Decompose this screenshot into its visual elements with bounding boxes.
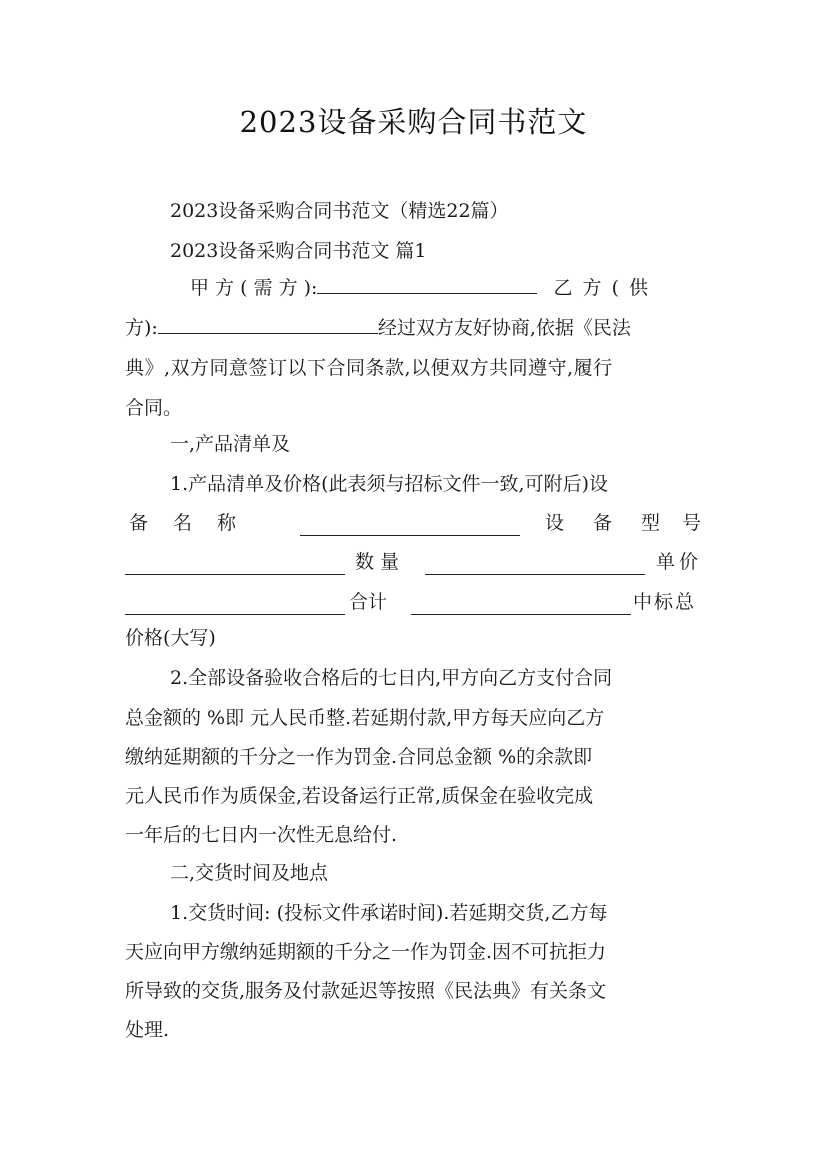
heading-1: 一,产品清单及 xyxy=(170,433,291,455)
model-blank xyxy=(125,550,345,575)
party-b-blank xyxy=(158,309,378,334)
item-2-line1: 2.全部设备验收合格后的七日内,甲方向乙方支付合同 xyxy=(170,667,613,689)
intro-3: 合同。 xyxy=(125,397,183,419)
field-quantity: 数量 xyxy=(355,551,406,573)
item-3-line2: 天应向甲方缴纳延期额的千分之一作为罚金.因不可抗拒力 xyxy=(125,941,607,963)
item-2-line2: 总金额的 %即 元人民币整.若延期付款,甲方每天应向乙方 xyxy=(125,707,605,729)
party-b-cont: 方): xyxy=(125,317,158,339)
equipment-name-row xyxy=(125,503,705,543)
section-heading: 2023设备采购合同书范文 篇1 xyxy=(170,240,427,262)
field-model-char: 型 xyxy=(641,512,661,534)
quantity-blank xyxy=(425,550,645,575)
unit-price-blank xyxy=(125,590,345,615)
field-name-char: 名 xyxy=(173,512,193,534)
field-model-char: 号 xyxy=(682,512,702,534)
party-a-blank xyxy=(317,269,537,294)
field-name-char: 备 xyxy=(129,512,149,534)
item-2-line3: 缴纳延期额的千分之一作为罚金.合同总金额 %的余款即 xyxy=(125,746,593,768)
party-a-label: 甲 方 ( 需 方 ): xyxy=(190,277,318,299)
item-3-line1: 1.交货时间: (投标文件承诺时间).若延期交货,乙方每 xyxy=(170,902,608,924)
item-2-line5: 一年后的七日内一次性无息给付. xyxy=(125,824,398,846)
document-title: 2023设备采购合同书范文 xyxy=(239,105,588,139)
field-total: 合计 xyxy=(349,591,388,613)
field-model-char: 备 xyxy=(593,512,613,534)
field-bid-total: 中标总 xyxy=(633,591,697,613)
party-b-label: 乙 方 ( 供 xyxy=(553,277,651,299)
heading-2: 二,交货时间及地点 xyxy=(170,862,329,884)
item-1-line1: 1.产品清单及价格(此表须与招标文件一致,可附后)设 xyxy=(170,473,608,495)
document-subtitle: 2023设备采购合同书范文（精选22篇） xyxy=(170,200,509,222)
field-name-char: 称 xyxy=(217,512,237,534)
party-b-line xyxy=(125,308,631,348)
field-bid-total-cont: 价格(大写) xyxy=(125,627,216,649)
total-blank xyxy=(411,590,631,615)
item-2-line4: 元人民币作为质保金,若设备运行正常,质保金在验收完成 xyxy=(125,785,594,807)
intro-2: 典》,双方同意签订以下合同条款,以便双方共同遵守,履行 xyxy=(125,357,613,379)
item-3-line3: 所导致的交货,服务及付款延迟等按照《民法典》有关条文 xyxy=(125,980,607,1002)
party-line xyxy=(190,268,650,308)
field-model-char: 设 xyxy=(545,512,565,534)
quantity-row xyxy=(125,542,705,582)
total-row xyxy=(125,582,705,622)
equipment-name-blank xyxy=(300,511,520,536)
field-unit-price: 单价 xyxy=(656,551,703,573)
intro-1: 经过双方友好协商,依据《民法 xyxy=(377,317,631,339)
item-3-line4: 处理. xyxy=(125,1019,170,1041)
